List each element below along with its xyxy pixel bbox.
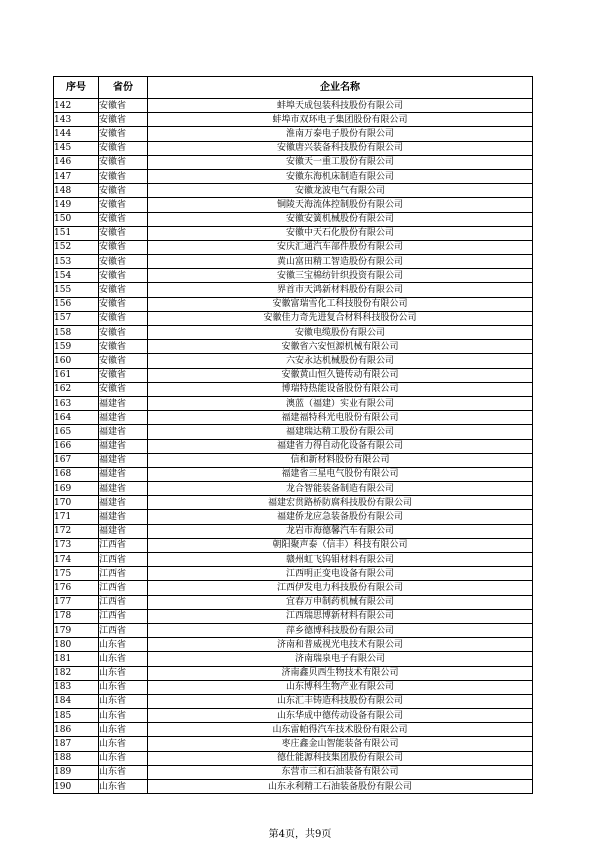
company-name-cell: 安徽安簧机械股份有限公司 — [148, 212, 533, 226]
serial-number-cell: 190 — [54, 780, 99, 794]
table-row — [54, 666, 533, 680]
table-row — [54, 765, 533, 779]
serial-number-cell: 149 — [54, 198, 99, 212]
table-row — [54, 269, 533, 283]
province-cell: 安徽省 — [99, 169, 148, 183]
table-header-row — [54, 77, 533, 99]
table-row — [54, 396, 533, 410]
table-row — [54, 510, 533, 524]
province-cell: 安徽省 — [99, 283, 148, 297]
serial-number-cell: 147 — [54, 169, 99, 183]
company-name-cell: 济南瑞泉电子有限公司 — [148, 652, 533, 666]
province-cell: 福建省 — [99, 396, 148, 410]
province-cell: 山东省 — [99, 723, 148, 737]
province-cell: 安徽省 — [99, 212, 148, 226]
company-name-cell: 东营市三和石油装备有限公司 — [148, 765, 533, 779]
serial-number-cell: 168 — [54, 467, 99, 481]
table-row — [54, 609, 533, 623]
company-name-cell: 黄山富田精工智造股份有限公司 — [148, 255, 533, 269]
province-cell: 山东省 — [99, 751, 148, 765]
table-row — [54, 567, 533, 581]
company-name-cell: 龙合智能装备制造有限公司 — [148, 482, 533, 496]
table-row — [54, 411, 533, 425]
table-row — [54, 496, 533, 510]
province-cell: 福建省 — [99, 510, 148, 524]
table-row — [54, 581, 533, 595]
serial-number-cell: 155 — [54, 283, 99, 297]
serial-number-cell: 152 — [54, 240, 99, 254]
serial-number-cell: 170 — [54, 496, 99, 510]
table-row — [54, 453, 533, 467]
company-name-cell: 龙岩市海德馨汽车有限公司 — [148, 524, 533, 538]
province-cell: 福建省 — [99, 439, 148, 453]
province-cell: 安徽省 — [99, 354, 148, 368]
table-row — [54, 709, 533, 723]
company-name-cell: 淮南万泰电子股份有限公司 — [148, 127, 533, 141]
province-cell: 山东省 — [99, 765, 148, 779]
province-cell: 山东省 — [99, 666, 148, 680]
province-cell: 山东省 — [99, 694, 148, 708]
table-row — [54, 297, 533, 311]
company-name-cell: 萍乡德博科技股份有限公司 — [148, 623, 533, 637]
serial-number-cell: 169 — [54, 482, 99, 496]
company-name-cell: 安徽天一重工股份有限公司 — [148, 155, 533, 169]
company-name-cell: 安徽佳力奇先进复合材料科技股份公司 — [148, 311, 533, 325]
serial-number-cell: 165 — [54, 425, 99, 439]
serial-number-cell: 167 — [54, 453, 99, 467]
company-name-cell: 山东雷帕得汽车技术股份有限公司 — [148, 723, 533, 737]
serial-number-cell: 180 — [54, 638, 99, 652]
table-row — [54, 382, 533, 396]
serial-number-cell: 187 — [54, 737, 99, 751]
province-cell: 安徽省 — [99, 155, 148, 169]
serial-number-cell: 159 — [54, 340, 99, 354]
page-footer: 第4页，共9页 — [268, 829, 332, 840]
table-row — [54, 368, 533, 382]
province-cell: 江西省 — [99, 623, 148, 637]
company-name-cell: 福建侨龙应急装备股份有限公司 — [148, 510, 533, 524]
serial-number-cell: 184 — [54, 694, 99, 708]
table-row — [54, 198, 533, 212]
province-cell: 安徽省 — [99, 113, 148, 127]
company-name-cell: 界首市天鸿新材料股份有限公司 — [148, 283, 533, 297]
company-name-cell: 福建瑞达精工股份有限公司 — [148, 425, 533, 439]
province-cell: 安徽省 — [99, 382, 148, 396]
serial-number-cell: 151 — [54, 226, 99, 240]
serial-number-cell: 143 — [54, 113, 99, 127]
company-name-cell: 德仕能源科技集团股份有限公司 — [148, 751, 533, 765]
table-row — [54, 99, 533, 113]
province-cell: 福建省 — [99, 482, 148, 496]
serial-number-cell: 148 — [54, 184, 99, 198]
company-name-cell: 安徽东海机床制造有限公司 — [148, 169, 533, 183]
company-name-cell: 安徽龙波电气有限公司 — [148, 184, 533, 198]
company-name-cell: 福建宏贯路桥防腐科技股份有限公司 — [148, 496, 533, 510]
serial-number-cell: 161 — [54, 368, 99, 382]
company-name-cell: 山东汇丰铸造科技股份有限公司 — [148, 694, 533, 708]
company-name-cell: 朝阳聚声泰（信丰）科技有限公司 — [148, 538, 533, 552]
company-list-table — [53, 76, 533, 794]
table-row — [54, 623, 533, 637]
province-cell: 安徽省 — [99, 368, 148, 382]
province-cell: 江西省 — [99, 553, 148, 567]
serial-number-cell: 181 — [54, 652, 99, 666]
province-cell: 福建省 — [99, 425, 148, 439]
province-cell: 江西省 — [99, 538, 148, 552]
table-row — [54, 652, 533, 666]
table-row — [54, 240, 533, 254]
company-name-cell: 安徽富瑞雪化工科技股份有限公司 — [148, 297, 533, 311]
table-row — [54, 127, 533, 141]
table-row — [54, 354, 533, 368]
table-row — [54, 425, 533, 439]
table-row — [54, 595, 533, 609]
serial-number-cell: 186 — [54, 723, 99, 737]
serial-number-cell: 142 — [54, 99, 99, 113]
serial-number-cell: 171 — [54, 510, 99, 524]
table-row — [54, 723, 533, 737]
province-cell: 江西省 — [99, 595, 148, 609]
serial-number-cell: 164 — [54, 411, 99, 425]
company-name-cell: 安徽唐兴装备科技股份有限公司 — [148, 141, 533, 155]
province-cell: 安徽省 — [99, 99, 148, 113]
province-cell: 江西省 — [99, 609, 148, 623]
serial-number-cell: 166 — [54, 439, 99, 453]
table-row — [54, 751, 533, 765]
serial-number-cell: 157 — [54, 311, 99, 325]
province-cell: 山东省 — [99, 709, 148, 723]
province-cell: 江西省 — [99, 567, 148, 581]
province-cell: 山东省 — [99, 680, 148, 694]
serial-number-cell: 154 — [54, 269, 99, 283]
table-row — [54, 439, 533, 453]
province-cell: 安徽省 — [99, 326, 148, 340]
province-cell: 安徽省 — [99, 240, 148, 254]
province-cell: 安徽省 — [99, 226, 148, 240]
province-cell: 福建省 — [99, 467, 148, 481]
province-cell: 山东省 — [99, 638, 148, 652]
company-name-cell: 安徽电缆股份有限公司 — [148, 326, 533, 340]
company-name-cell: 蚌埠市双环电子集团股份有限公司 — [148, 113, 533, 127]
table-row — [54, 169, 533, 183]
company-name-cell: 山东永利精工石油装备股份有限公司 — [148, 780, 533, 794]
serial-number-cell: 185 — [54, 709, 99, 723]
serial-number-cell: 153 — [54, 255, 99, 269]
company-name-cell: 博瑞特热能设备股份有限公司 — [148, 382, 533, 396]
serial-number-cell: 150 — [54, 212, 99, 226]
serial-number-cell: 160 — [54, 354, 99, 368]
table-body — [54, 99, 533, 794]
company-name-cell: 铜陵天海流体控制股份有限公司 — [148, 198, 533, 212]
table-row — [54, 326, 533, 340]
province-cell: 安徽省 — [99, 127, 148, 141]
company-name-cell: 赣州虹飞钨钼材料有限公司 — [148, 553, 533, 567]
serial-number-cell: 179 — [54, 623, 99, 637]
table-row — [54, 155, 533, 169]
company-name-cell: 福建省三星电气股份有限公司 — [148, 467, 533, 481]
table-row — [54, 283, 533, 297]
company-name-cell: 安徽中天石化股份有限公司 — [148, 226, 533, 240]
header-company-name: 企业名称 — [148, 77, 533, 99]
table-row — [54, 553, 533, 567]
company-name-cell: 安徽省六安恒源机械有限公司 — [148, 340, 533, 354]
province-cell: 安徽省 — [99, 184, 148, 198]
company-name-cell: 安徽三宝棉纺针织投资有限公司 — [148, 269, 533, 283]
company-name-cell: 福建福特科光电股份有限公司 — [148, 411, 533, 425]
province-cell: 安徽省 — [99, 269, 148, 283]
company-name-cell: 山东博科生物产业有限公司 — [148, 680, 533, 694]
serial-number-cell: 189 — [54, 765, 99, 779]
serial-number-cell: 177 — [54, 595, 99, 609]
company-name-cell: 济南鑫贝西生物技术有限公司 — [148, 666, 533, 680]
table-row — [54, 467, 533, 481]
table-row — [54, 311, 533, 325]
province-cell: 山东省 — [99, 652, 148, 666]
serial-number-cell: 145 — [54, 141, 99, 155]
company-name-cell: 山东华成中德传动设备有限公司 — [148, 709, 533, 723]
serial-number-cell: 178 — [54, 609, 99, 623]
province-cell: 山东省 — [99, 780, 148, 794]
province-cell: 安徽省 — [99, 340, 148, 354]
table-row — [54, 680, 533, 694]
province-cell: 福建省 — [99, 524, 148, 538]
serial-number-cell: 162 — [54, 382, 99, 396]
company-name-cell: 蚌埠天成包装科技股份有限公司 — [148, 99, 533, 113]
province-cell: 安徽省 — [99, 255, 148, 269]
table-row — [54, 226, 533, 240]
serial-number-cell: 163 — [54, 396, 99, 410]
table-row — [54, 184, 533, 198]
company-name-cell: 福建省力得自动化设备有限公司 — [148, 439, 533, 453]
province-cell: 安徽省 — [99, 297, 148, 311]
company-name-cell: 枣庄鑫金山智能装备有限公司 — [148, 737, 533, 751]
table-row — [54, 255, 533, 269]
company-name-cell: 江西伊发电力科技股份有限公司 — [148, 581, 533, 595]
serial-number-cell: 144 — [54, 127, 99, 141]
serial-number-cell: 188 — [54, 751, 99, 765]
province-cell: 江西省 — [99, 581, 148, 595]
table-row — [54, 694, 533, 708]
company-name-cell: 澳蓝（福建）实业有限公司 — [148, 396, 533, 410]
serial-number-cell: 176 — [54, 581, 99, 595]
company-name-cell: 安庆汇通汽车部件股份有限公司 — [148, 240, 533, 254]
serial-number-cell: 173 — [54, 538, 99, 552]
company-name-cell: 安徽黄山恒久链传动有限公司 — [148, 368, 533, 382]
serial-number-cell: 183 — [54, 680, 99, 694]
company-name-cell: 江西明正变电设备有限公司 — [148, 567, 533, 581]
company-name-cell: 济南和普威视光电技术有限公司 — [148, 638, 533, 652]
company-name-cell: 江西瑞思博新材料有限公司 — [148, 609, 533, 623]
province-cell: 安徽省 — [99, 141, 148, 155]
serial-number-cell: 174 — [54, 553, 99, 567]
province-cell: 福建省 — [99, 496, 148, 510]
header-serial-number: 序号 — [54, 77, 99, 99]
header-province: 省份 — [99, 77, 148, 99]
company-name-cell: 六安永达机械股份有限公司 — [148, 354, 533, 368]
table-row — [54, 638, 533, 652]
company-name-cell: 宜春万申制药机械有限公司 — [148, 595, 533, 609]
table-row — [54, 780, 533, 794]
province-cell: 福建省 — [99, 453, 148, 467]
province-cell: 安徽省 — [99, 311, 148, 325]
table-row — [54, 212, 533, 226]
table-row — [54, 524, 533, 538]
table-row — [54, 340, 533, 354]
table-row — [54, 538, 533, 552]
company-name-cell: 信和新材料股份有限公司 — [148, 453, 533, 467]
serial-number-cell: 182 — [54, 666, 99, 680]
province-cell: 山东省 — [99, 737, 148, 751]
table-row — [54, 737, 533, 751]
serial-number-cell: 158 — [54, 326, 99, 340]
table-row — [54, 141, 533, 155]
serial-number-cell: 175 — [54, 567, 99, 581]
province-cell: 福建省 — [99, 411, 148, 425]
serial-number-cell: 146 — [54, 155, 99, 169]
serial-number-cell: 156 — [54, 297, 99, 311]
province-cell: 安徽省 — [99, 198, 148, 212]
table-row — [54, 482, 533, 496]
table-row — [54, 113, 533, 127]
serial-number-cell: 172 — [54, 524, 99, 538]
